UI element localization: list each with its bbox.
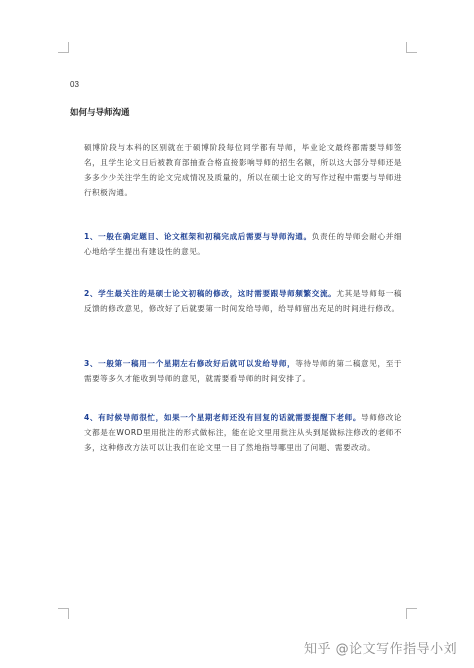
page-corner-mark-bottom-right bbox=[406, 608, 417, 619]
point-text-2: 尤其是导师每一稿反馈的修改意见，修改好了后就要第一时间发给导师，给导师留出充足的时间进行修改。 bbox=[84, 289, 403, 313]
point-paragraph-4 bbox=[84, 410, 402, 455]
page-corner-mark-bottom-left bbox=[58, 608, 69, 619]
zhihu-watermark: 知乎 @论文写作指导小刘 bbox=[304, 642, 458, 657]
point-text-3: 等待导师的第二稿意见，至于需要等多久才能收到导师的意见，就需要看导师的时间安排了。 bbox=[84, 359, 403, 383]
point-emphasis-4: 4、有时候导师很忙，如果一个星期老师还没有回复的话就需要提醒下老师。 bbox=[84, 413, 362, 422]
point-paragraph-3 bbox=[84, 356, 402, 386]
point-emphasis-1: 1、一般在确定题目、论文框架和初稿完成后需要与导师沟通。 bbox=[84, 232, 312, 241]
point-paragraph-2 bbox=[84, 286, 402, 316]
section-title: 如何与导师沟通 bbox=[70, 108, 130, 118]
point-paragraph-1 bbox=[84, 229, 402, 259]
point-emphasis-2: 2、学生最关注的是硕士论文初稿的修改，这时需要跟导师频繁交流。 bbox=[84, 289, 337, 298]
page-corner-mark-top-right bbox=[406, 42, 417, 53]
page-corner-mark-top-left bbox=[58, 42, 69, 53]
point-emphasis-3: 3、一般第一稿用一个星期左右修改好后就可以发给导师， bbox=[84, 359, 296, 368]
point-text-1: 负责任的导师会耐心并细心地给学生提出有建设性的意见。 bbox=[84, 232, 403, 256]
point-text-4: 导师修改论文都是在WORD里用批注的形式做标注，能在论文里用批注从头到尾做标注修改的老师不多，这种修改方法可以让我们在论文里一目了然地指导哪里出了问题、需要改动。 bbox=[84, 413, 403, 452]
intro-paragraph: 硕博阶段与本科的区别就在于硕博阶段每位同学都有导师，毕业论文最终都需要导师签名，且学生论文日后被教育部抽查合格直接影响导师的招生名额，所以这大部分导师还是多多少少关注学生的论文完成情况及质量的，所以在硕士论文的写作过程中需要与导师进行积极沟通。 bbox=[84, 143, 402, 197]
section-number: 03 bbox=[70, 80, 79, 89]
